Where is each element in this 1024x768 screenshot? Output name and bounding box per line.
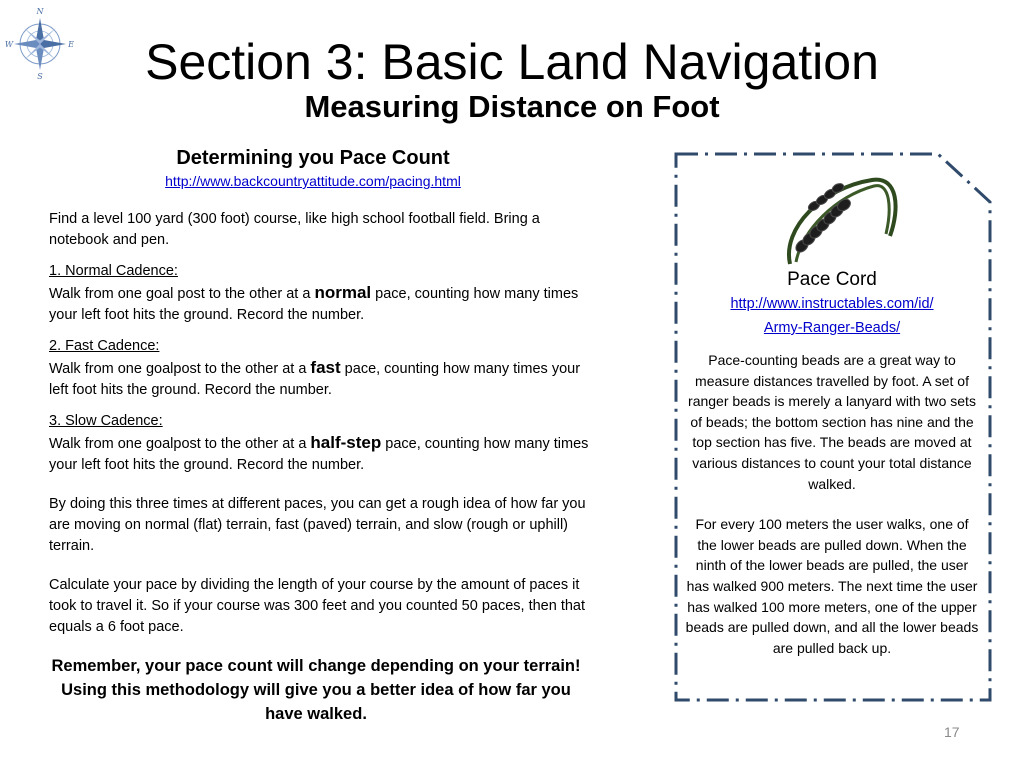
intro-text: Find a level 100 yard (300 foot) course, like high school football field. Bring a notebook and pen. — [49, 211, 540, 248]
pace-count-section — [49, 145, 589, 726]
compass-letter-w: W — [4, 40, 14, 49]
instructables-link-line1[interactable]: http://www.instructables.com/id/ — [730, 296, 934, 312]
pace-beads-usage: For every 100 meters the user walks, one of the lower beads are pulled down. When the ninth of the lower beads are pulled, the user has walked 900 meters. The next time the user has walked 100 more meters, one of the upper beads are pulled down, and all the lower beads are pulled back up. — [685, 516, 979, 656]
section-heading: Determining you Pace Count — [176, 147, 450, 169]
pace-cord-title: Pace Cord — [787, 269, 877, 290]
step-text-before: Walk from one goalpost to the other at a — [49, 361, 311, 377]
step-emphasis: fast — [310, 358, 341, 377]
compass-letter-e: E — [68, 40, 74, 49]
step-emphasis: normal — [314, 283, 372, 302]
calculate-pace-text: Calculate your pace by dividing the length of your course by the amount of paces it took to travel it. So if your course was 300 feet and you counted 50 paces, then that equals a 6 foot pace. — [49, 577, 586, 635]
compass-letter-n: N — [36, 7, 44, 16]
paces-explanation: By doing this three times at different paces, you can get a rough idea of how far you are moving on normal (flat) terrain, fast (paved) terrain, and slow (rough or uphill) terrain. — [49, 496, 586, 554]
compass-letter-s: S — [37, 72, 43, 80]
step-text-before: Walk from one goal post to the other at a — [49, 286, 315, 302]
step-emphasis: half-step — [310, 433, 382, 452]
step-text-before: Walk from one goalpost to the other at a — [49, 436, 311, 452]
step-normal-cadence — [49, 261, 589, 326]
step-title: 2. Fast Cadence: — [49, 338, 160, 354]
slide-subtitle: Measuring Distance on Foot — [304, 89, 720, 124]
step-text-after: pace, counting how many times your left foot hits the ground. Record the number. — [49, 436, 589, 473]
instructables-link-line2[interactable]: Army-Ranger-Beads/ — [763, 320, 901, 336]
slide-title: Section 3: Basic Land Navigation — [145, 34, 879, 90]
step-text-after: pace, counting how many times your left foot hits the ground. Record the number. — [49, 361, 581, 398]
pace-cord-panel — [684, 168, 980, 658]
page-number: 17 — [944, 724, 960, 740]
step-slow-cadence — [49, 411, 589, 476]
pacing-link[interactable]: http://www.backcountryattitude.com/pacing.html — [165, 173, 461, 189]
pace-beads-description: Pace-counting beads are a great way to measure distances travelled by foot. A set of ranger beads is merely a lanyard with two sets of beads; the bottom section has nine and the top section has five. The beads are moved at various distances to count your total distance walked. — [688, 352, 976, 492]
pace-cord-beads-icon — [762, 168, 902, 272]
step-text-after: pace, counting how many times your left foot hits the ground. Record the number. — [49, 286, 579, 323]
step-title: 3. Slow Cadence: — [49, 413, 163, 429]
step-fast-cadence — [49, 336, 589, 401]
remember-note: Remember, your pace count will change depending on your terrain! Using this methodology will give you a better idea of how far you have walked. — [51, 657, 581, 723]
step-title: 1. Normal Cadence: — [49, 263, 178, 279]
